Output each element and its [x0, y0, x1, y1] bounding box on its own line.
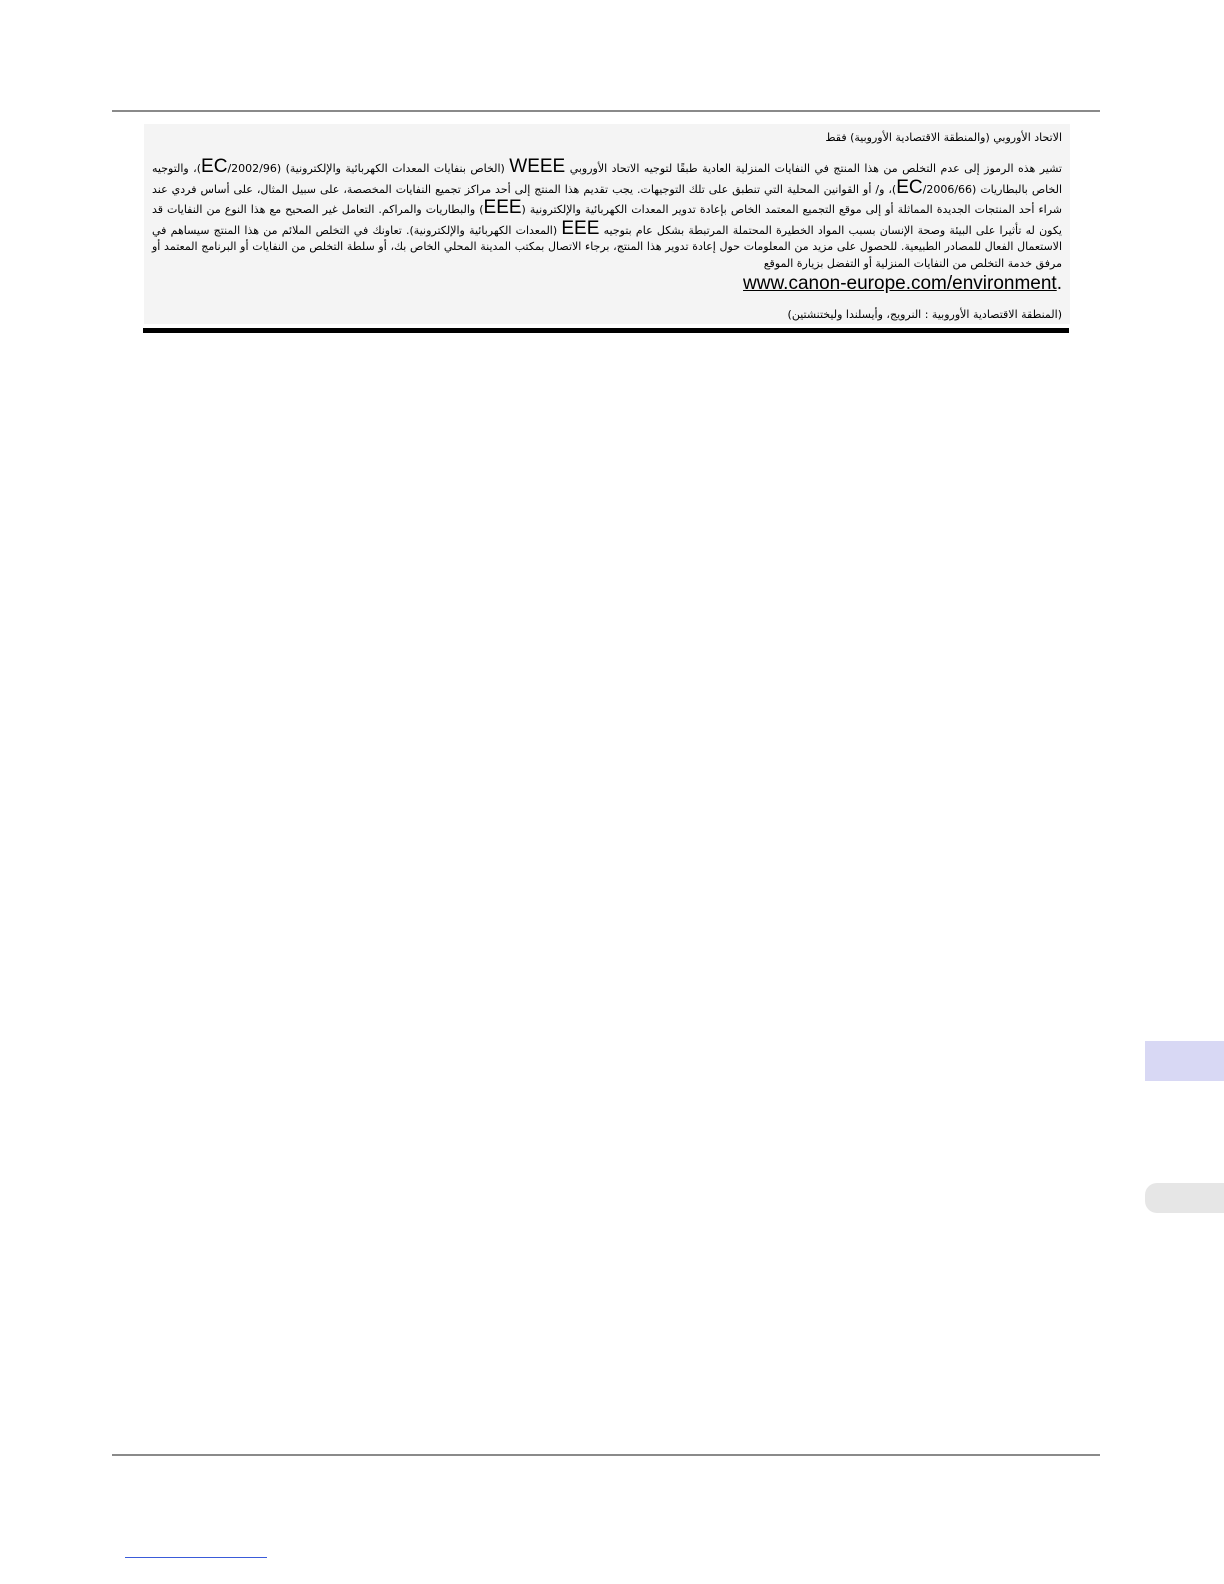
notice-text-6: (المعدات الكهربائية والإلكترونية). تعاونك في التخلص الملائم من هذا المنتج سيساهم في الاستعمال الفعال للمصادر الطبيعية. للحصول على مزيد من المعلومات حول إعادة تدوير هذا المنتج، برجاء الاتصال بمكتب المدينة المحلي الخاص بك، أو سلطة التخلص من النفايات أو البرنامج المعتمد أو مرفق خدمة التخلص من النفايات المنزلية أو التفضل بزيارة الموقع [152, 223, 1062, 270]
canon-environment-link[interactable]: www.canon-europe.com/environment [743, 273, 1057, 295]
chapter-tab[interactable] [1145, 1041, 1224, 1081]
ec-label-1: EC [201, 156, 228, 178]
notice-body [152, 157, 1062, 272]
notice-text-5: ) والبطاريات والمراكم. التعامل غير الصحيح مع هذا النوع من النفايات قد يكون له تأثيرا على البيئة وصحة الإنسان بسبب المواد الخطيرة المحتملة المرتبطة بشكل عام بتوجيه [152, 203, 1062, 237]
url-line [152, 272, 1062, 297]
notice-text-1: تشير هذه الرموز إلى عدم التخلص من هذا المنتج في النفايات المنزلية العادية طبقًا لتوجيه الاتحاد الأوروبي [569, 162, 1062, 176]
url-suffix: . [1056, 273, 1062, 295]
bottom-divider [112, 1454, 1100, 1456]
eee-label-1: EEE [483, 197, 522, 219]
notice-text-3: )، والتوجيه الخاص بالبطاريات (2006/66/ [152, 162, 1062, 196]
notice-text-4: )، و/ أو القوانين المحلية التي تنطبق على تلك التوجيهات. يجب تقديم هذا المنتج إلى أحد مراكز تجميع النفايات المخصصة، على سبيل المثال، على أساس فردي عند شراء أحد المنتجات الجديدة المماثلة أو إلى موقع التجميع المعتمد الخاص بإعادة تدوير المعدات الكهربائية والإلكترونية ( [152, 182, 1062, 217]
footer-link-underline[interactable] [125, 1557, 267, 1558]
index-tab[interactable] [1145, 1183, 1224, 1213]
notice-bottom-border [143, 328, 1069, 333]
top-divider [112, 110, 1100, 112]
eee-label-2: EEE [561, 217, 600, 239]
weee-label: WEEE [509, 156, 566, 178]
ec-label-2: EC [896, 176, 923, 198]
weee-notice [152, 130, 1062, 324]
eea-note: (المنطقة الاقتصادية الأوروبية : النرويج، وأيسلندا وليختنشتين) [787, 308, 1062, 322]
notice-heading: الاتحاد الأوروبي (والمنطقة الاقتصادية الأوروبية) فقط [825, 131, 1062, 144]
notice-text-2: (الخاص بنفايات المعدات الكهربائية والإلكترونية) (2002/96/ [227, 162, 505, 176]
